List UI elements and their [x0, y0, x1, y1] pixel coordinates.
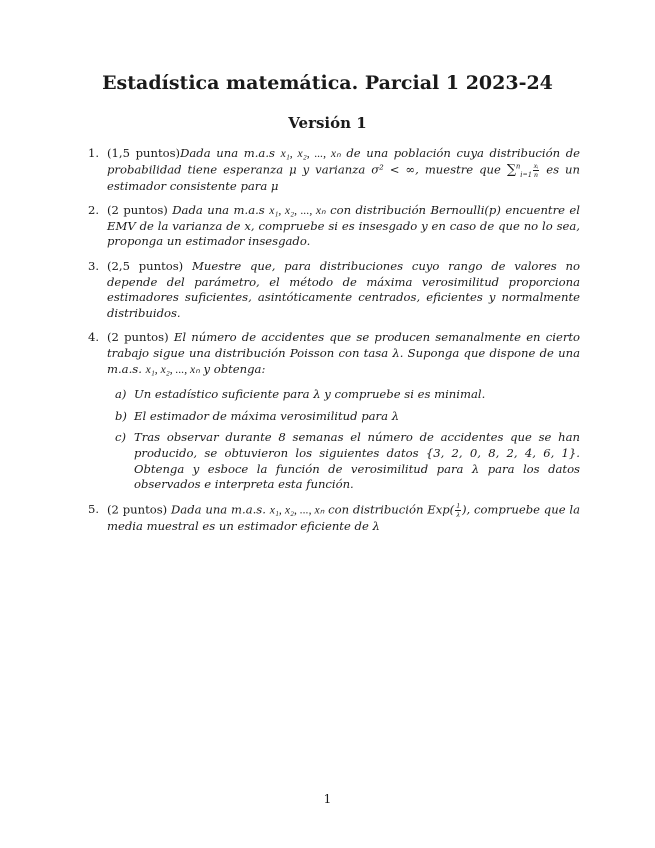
question-4 [88, 330, 580, 492]
fraction-denominator: λ [456, 509, 460, 519]
question-points: (2 puntos) [107, 502, 168, 517]
question-text: de una población cuya distribución de probabilidad tiene esperanza μ y varianza σ² < ∞, muestre que [107, 146, 580, 177]
sample-notation: x₁, x₂, ..., xₙ [280, 147, 341, 160]
question-text: es un estimador consistente para μ [107, 162, 580, 193]
sum-lower-limit: i=1 [520, 169, 532, 179]
subquestion-text: Un estadístico suficiente para λ y compruebe si es minimal. [134, 387, 486, 402]
question-2 [88, 203, 580, 250]
question-text: Dada una m.a.s [180, 146, 281, 160]
subquestion-label: c) [115, 430, 127, 445]
question-number: 1. [88, 146, 100, 160]
question-points: (2 puntos) [107, 203, 168, 218]
question-text: Dada una m.a.s [172, 203, 270, 218]
page-number: 1 [323, 792, 332, 806]
sample-notation: x₁, x₂, ..., xₙ [269, 503, 325, 517]
fraction [533, 162, 540, 179]
subquestion-text: El estimador de máxima verosimilitud para λ [134, 408, 400, 423]
question-text: ), compruebe que la media muestral es un estimador eficiente de λ [107, 502, 580, 533]
question-1 [88, 146, 580, 194]
subquestion-b [107, 409, 580, 425]
question-text: con distribución Exp( [324, 502, 455, 517]
question-number: 3. [88, 258, 100, 273]
fraction-numerator: 1 [456, 500, 460, 510]
question-points: (1,5 puntos) [107, 146, 181, 160]
subquestion-list [107, 387, 580, 493]
version-heading: Versión 1 [288, 114, 367, 132]
question-5 [88, 502, 580, 535]
question-text: y obtenga: [199, 361, 266, 376]
sample-notation: x₁, x₂, ..., xₙ [269, 204, 326, 218]
subquestion-label: b) [115, 408, 127, 423]
subquestion-label: a) [115, 387, 127, 402]
subquestion-a [107, 387, 580, 403]
sum-symbol: ∑ [506, 162, 517, 178]
question-number: 5. [88, 501, 100, 516]
fraction-numerator: xᵢ [533, 160, 539, 170]
question-text: Muestre que, para distribuciones cuyo rango de valores no depende del parámetro, el método de máxima verosimilitud proporciona estimadores suficientes, asintóticamente centrados, eficientes y normalmente distribuidos. [107, 258, 580, 320]
subquestion-text: Tras observar durante 8 semanas el número de accidentes que se han producido, se obtuvieron los siguientes datos {3, 2, 0, 8, 2, 4, 6, 1}. Obtenga y esboce la función de verosimilitud para λ para los datos observados e interpreta esta función. [134, 430, 580, 492]
sample-notation: x₁, x₂, ..., xₙ [145, 362, 200, 376]
fraction-denominator: n [534, 169, 538, 179]
question-number: 4. [88, 330, 100, 345]
sum-upper-limit: n [516, 161, 521, 171]
question-3 [88, 259, 580, 321]
page-title: Estadística matemática. Parcial 1 2023-24 [102, 72, 553, 94]
question-list [88, 146, 580, 543]
fraction [455, 502, 461, 519]
question-points: (2,5 puntos) [107, 258, 184, 273]
question-text: Dada una m.a.s. [171, 502, 270, 517]
question-text: El número de accidentes que se producen semanalmente en cierto trabajo sigue una distribución Poisson con tasa λ. Suponga que dispone de una m.a.s. [107, 330, 580, 376]
question-points: (2 puntos) [107, 330, 169, 345]
subquestion-c [107, 430, 580, 492]
question-number: 2. [88, 203, 100, 218]
question-text: con distribución Bernoulli(p) encuentre el EMV de la varianza de x, compruebe si es insesgado y en caso de que no lo sea, proponga un estimador insesgado. [107, 203, 581, 249]
